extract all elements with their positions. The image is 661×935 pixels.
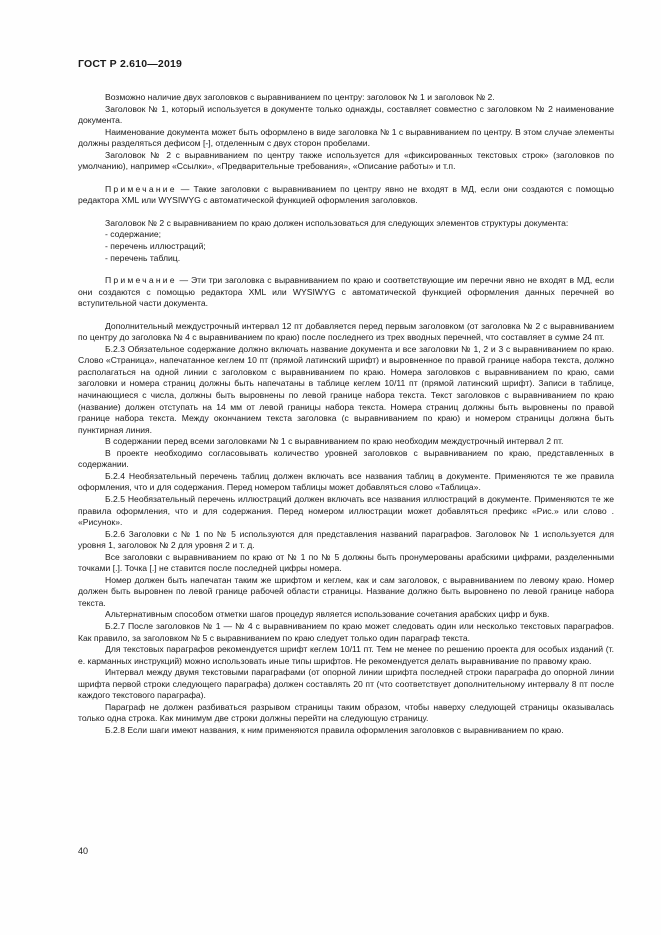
paragraph: Б.2.4 Необязательный перечень таблиц должен включать все названия таблиц в документе. Применяются те же правила оформления, что и для содержания. Перед номером таблицы может добавляться слово «Таблица». xyxy=(78,470,614,493)
paragraph: Параграф не должен разбиваться разрывом страницы таким образом, чтобы наверху следующей страницы оказывалась только одна строка. Как минимум две строки должны перейти на следующую страницу. xyxy=(78,701,614,724)
paragraph: Номер должен быть напечатан таким же шрифтом и кеглем, как и сам заголовок, с выравниванием по левому краю. Номер должен быть выровнен по левой границе рабочей области страницы. Название должно быть выровнено по левой границе набора текста. xyxy=(78,574,614,608)
list-item: - перечень иллюстраций; xyxy=(105,241,206,252)
list-item: - перечень таблиц. xyxy=(105,252,181,263)
paragraph: В проекте необходимо согласовывать количество уровней заголовков с выравниванием по краю, представленных в содержании. xyxy=(78,447,614,470)
paragraph: Интервал между двумя текстовыми параграфами (от опорной линии шрифта последней строки параграфа до опорной линии шрифта первой строки следующего параграфа) должен составлять 20 пт (что соответствует дополнительному интервалу 8 пт после каждого текстового параграфа). xyxy=(78,667,614,701)
note-text: — Такие заголовки с выравниванием по центру явно не входят в МД, если они создаются с помощью редактора XML или WYSIWYG с автоматической функцией оформления заголовков. xyxy=(78,183,614,206)
paragraph: Заголовок № 2 с выравниванием по центру также используется для «фиксированных текстовых строк» (заголовков по умолчанию), например «Ссылки», «Предварительные требования», «Описание работы» и т.п. xyxy=(78,149,614,172)
paragraph: Б.2.3 Обязательное содержание должно включать название документа и все заголовки № 1, 2 и 3 с выравниванием по краю. Слово «Страница», напечатанное кеглем 10 пт (прямой латинский шрифт) и выровненное по правой границе набора текста, должно располагаться на одной линии с заголовком с выравниванием по краю. Номера заголовков с выравниванием по краю, сами заголовки и номера страниц должны быть напечатаны в таблице кеглем 10/11 пт (прямой латинский шрифт). Записи в таблице, начинающиеся с числа, должны быть выровнены по левой границе набора текста. Текст заголовков с выравниванием по краю (название) должен отступать на 14 мм от левой границы набора текста. Номера страниц должны быть выровнены по правой границе набора текста. Между окончанием текста заголовка (с выравниванием по краю) и номером страницы должна быть пунктирная линия. xyxy=(78,343,614,435)
paragraph: Возможно наличие двух заголовков с выравниванием по центру: заголовок № 1 и заголовок № 2. xyxy=(105,92,495,102)
paragraph: Наименование документа может быть оформлено в виде заголовка № 1 с выравниванием по центру. В этом случае элементы должны разделяться дефисом [-], отделенным с двух сторон пробелами. xyxy=(78,126,614,149)
note-label: Примечание xyxy=(105,183,177,194)
paragraph: Для текстовых параграфов рекомендуется шрифт кеглем 10/11 пт. Тем не менее по решению проекта для особых изданий (т. е. карманных инструкций) можно использовать иные типы шрифтов. Не рекомендуется делать выравнивание по правому краю. xyxy=(78,644,614,666)
note-paragraph xyxy=(78,184,614,207)
list-item: - содержание; xyxy=(105,229,162,240)
note-paragraph xyxy=(78,275,614,310)
note-label: Примечание xyxy=(105,275,177,286)
paragraph: Б.2.6 Заголовки с № 1 по № 5 используются для представления названий параграфов. Заголовок № 1 используется для уровня 1, заголовок № 2 для уровня 2 и т. д. xyxy=(78,528,614,551)
paragraph: Заголовок № 2 с выравниванием по краю должен использоваться для следующих элементов структуры документа: xyxy=(105,217,569,228)
paragraph: Б.2.8 Если шаги имеют названия, к ним применяются правила оформления заголовков с выравниванием по краю. xyxy=(105,724,564,735)
paragraph: Б.2.5 Необязательный перечень иллюстраций должен включать все названия иллюстраций в документе. Применяются те же правила оформления, что и для содержания. Перед номером иллюстрации может добавляться префикс «Рис.» или слово . «Рисунок». xyxy=(78,493,614,528)
paragraph: Заголовок № 1, который используется в документе только однажды, составляет совместно с заголовком № 2 наименование документа. xyxy=(78,103,614,126)
note-text: — Эти три заголовка с выравниванием по краю и соответствующие им перечни явно не входят в МД, если они создаются с помощью редактора XML или WYSIWYG с автоматической функцией оформления данных перечней во вступительной части документа. xyxy=(78,275,614,309)
paragraph: В содержании перед всеми заголовками № 1 с выравниванием по краю необходим междустрочный интервал 2 пт. xyxy=(105,436,564,447)
page-number: 40 xyxy=(78,846,89,856)
paragraph: Все заголовки с выравниванием по краю от № 1 по № 5 должны быть пронумерованы арабскими цифрами, разделенными точками [.]. Точка [.] не ставится после последней цифры номера. xyxy=(78,551,614,574)
document-header: ГОСТ Р 2.610—2019 xyxy=(78,58,183,70)
paragraph: Дополнительный междустрочный интервал 12 пт добавляется перед первым заголовком (от заголовка № 2 с выравниванием по центру до заголовка № 4 с выравниванием по краю) после последнего из трех вводных перечней, что составляет в сумме 24 пт. xyxy=(78,320,614,343)
paragraph: Альтернативным способом отметки шагов процедур является использование сочетания арабских цифр и букв. xyxy=(105,609,550,620)
document-body xyxy=(78,92,614,736)
paragraph: Б.2.7 После заголовков № 1 — № 4 с выравниванием по краю может следовать один или несколько текстовых параграфов. Как правило, за заголовком № 5 с выравниванием по краю следует только один параграф текста. xyxy=(78,620,614,643)
